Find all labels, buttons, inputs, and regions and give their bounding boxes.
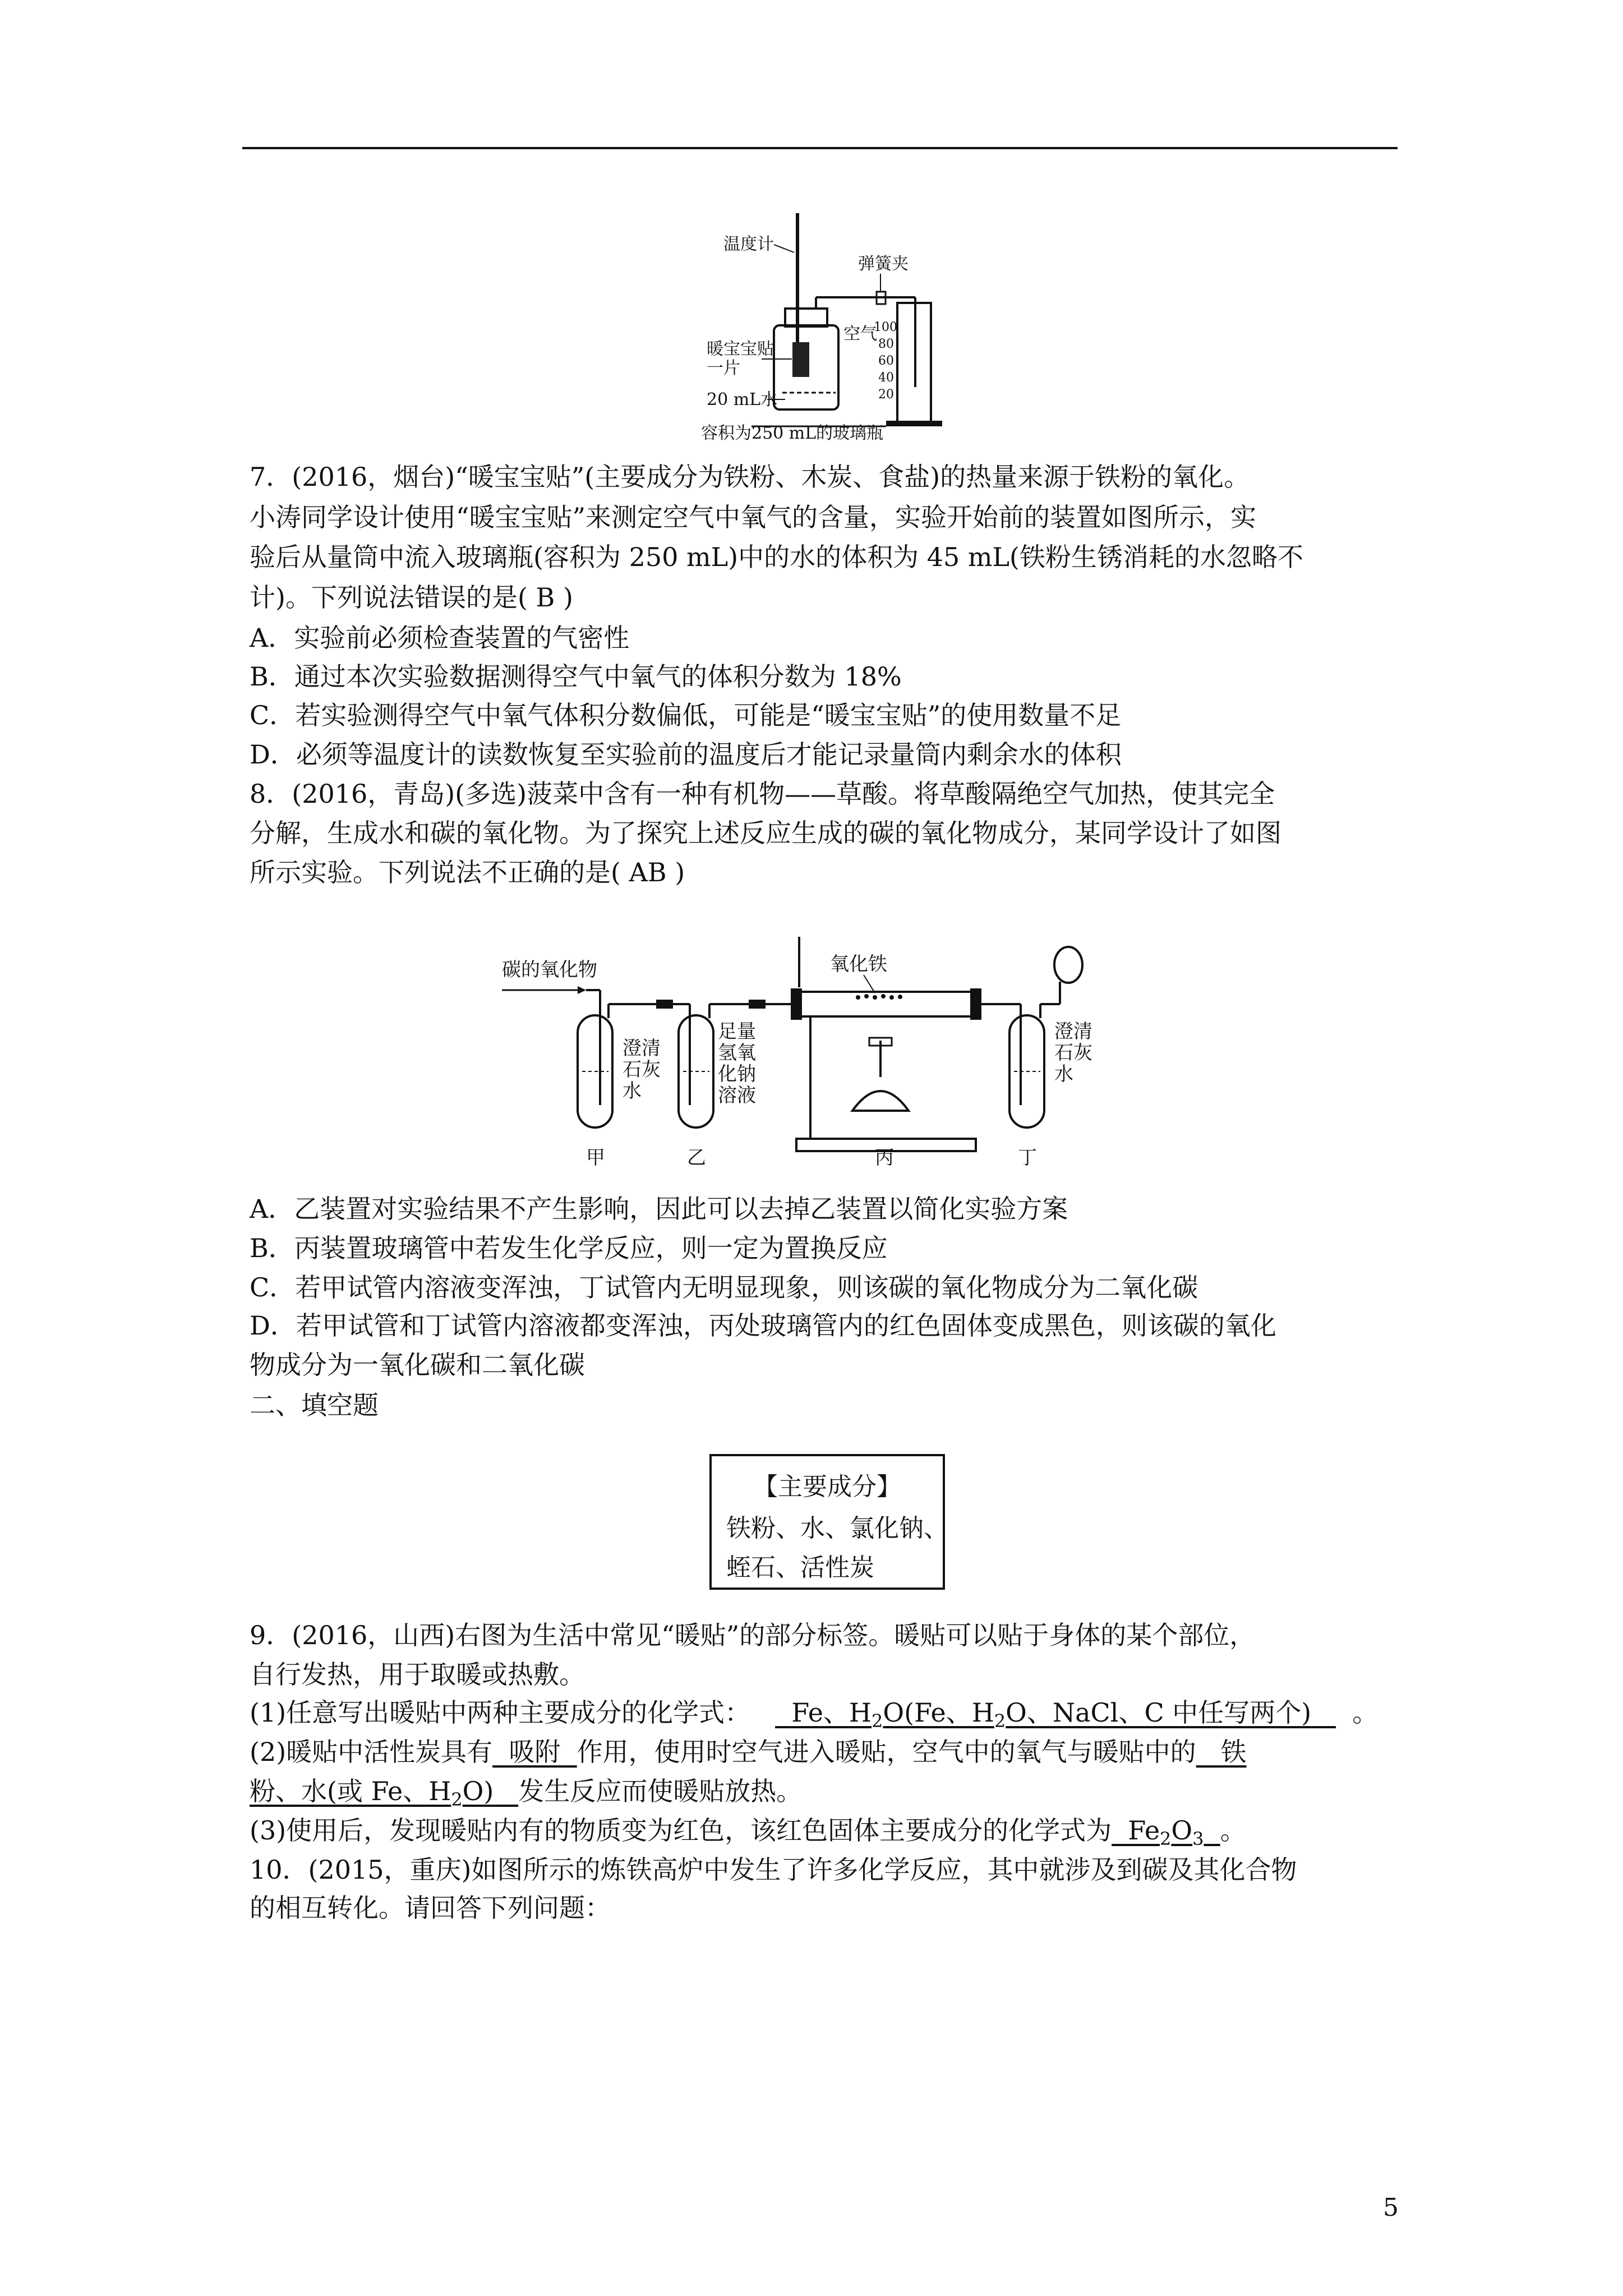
q8-line-2: 分解，生成水和碳的氧化物。为了探究上述反应生成的碳的氧化物成分，某同学设计了如图 (250, 818, 1281, 848)
label-jia: 甲 (586, 1147, 605, 1169)
label-water: 20 mL水 (707, 390, 778, 409)
q9-part-1: (1)任意写出暖贴中两种主要成分的化学式： Fe、$H_2O(Fe$、$H_2O$、NaCl、C 中任写两个) 。 (250, 1697, 1378, 1732)
q8-option-d-cont: 物成分为一氧化碳和二氧化碳 (250, 1350, 585, 1380)
label-ding: 丁 (1018, 1147, 1037, 1169)
q8-line-1: 8．(2016，青岛)(多选)菠菜中含有一种有机物——草酸。将草酸隔绝空气加热，使其完全 (250, 779, 1275, 809)
label-oxide: 氧化铁 (830, 953, 887, 976)
q10-line-1: 10．(2015，重庆)如图所示的炼铁高炉中发生了许多化学反应，其中就涉及到碳及其化合物 (250, 1855, 1297, 1885)
section-heading: 二、填空题 (250, 1390, 379, 1420)
label-pad-2: 一片 (707, 358, 740, 378)
q8-line-3: 所示实验。下列说法不正确的是( AB ) (250, 857, 685, 887)
label-air: 空气 (843, 324, 877, 344)
q8-option-a: A．乙装置对实验结果不产生影响，因此可以去掉乙装置以简化实验方案 (250, 1194, 1068, 1224)
figure-carbon-oxide-apparatus (494, 926, 1092, 1172)
label-clip: 弹簧夹 (858, 254, 909, 274)
q9-part-3: (3)使用后，发现暖贴内有的物质变为红色，该红色固体主要成分的化学式为 $Fe_2O_3$ 。 (250, 1815, 1246, 1849)
label-thermometer: 温度计 (723, 234, 774, 254)
q9-answer-4: $Fe_2O_3$ (1128, 1815, 1204, 1849)
header-rule (242, 147, 1398, 149)
q9-line-1: 9．(2016，山西)右图为生活中常见“暖贴”的部分标签。暖贴可以贴于身体的某个部位， (250, 1620, 1256, 1650)
q7-option-a: A．实验前必须检查装置的气密性 (250, 623, 630, 653)
label-yi: 乙 (687, 1147, 706, 1169)
q9-answer-3: 铁 (1220, 1737, 1247, 1767)
q9-line-2: 自行发热，用于取暖或热敷。 (250, 1659, 585, 1690)
q9-answer-3-cont: 粉、水(或 Fe、$H_2O$) (250, 1776, 494, 1810)
q7-line-3: 验后从量筒中流入玻璃瓶(容积为 250 mL)中的水的体积为 45 mL(铁粉生锈消耗的水忽略不 (250, 542, 1303, 572)
q7-option-b: B．通过本次实验数据测得空气中氧气的体积分数为 18% (250, 661, 902, 692)
scale-tick: 100 (874, 320, 897, 334)
label-box-line-1: 铁粉、水、氯化钠、 (726, 1514, 948, 1543)
q9-answer-2: 吸附 (509, 1737, 561, 1767)
label-pad-1: 暖宝宝贴 (707, 339, 774, 359)
q7-line-4: 计)。下列说法错误的是( B ) (250, 582, 573, 613)
q7-line-1: 7．(2016，烟台)“暖宝宝贴”(主要成分为铁粉、木炭、食盐)的热量来源于铁粉的氧化。 (250, 462, 1250, 492)
label-bing: 丙 (875, 1147, 894, 1169)
scale-tick: 40 (878, 371, 894, 385)
q8-option-b: B．丙装置玻璃管中若发生化学反应，则一定为置换反应 (250, 1233, 888, 1263)
product-label-box (709, 1454, 948, 1590)
q7-option-d: D．必须等温度计的读数恢复至实验前的温度后才能记录量筒内剩余水的体积 (250, 739, 1122, 770)
q9-part-2-cont: 粉、水(或 Fe、$H_2O$) 发生反应而使暖贴放热。 (250, 1776, 803, 1810)
q9-answer-1: Fe、$H_2O(Fe$、$H_2O$、NaCl、C 中任写两个) (791, 1697, 1312, 1732)
label-ding-liquid: 澄清石灰水 (1054, 1020, 1092, 1085)
q9-part-2: (2)暖贴中活性炭具有 吸附 作用，使用时空气进入暖贴，空气中的氧气与暖贴中的 铁 (250, 1737, 1247, 1767)
figure-warmer-apparatus (695, 208, 976, 443)
q10-line-2: 的相互转化。请回答下列问题： (250, 1893, 611, 1923)
label-yi-liquid: 足量氢氧化钠溶液 (718, 1020, 756, 1107)
label-box-title: 【主要成分】 (753, 1473, 901, 1501)
scale-tick: 20 (878, 388, 894, 402)
scale-tick: 60 (878, 354, 894, 368)
page-number: 5 (1383, 2193, 1399, 2222)
q7-option-c: C．若实验测得空气中氧气体积分数偏低，可能是“暖宝宝贴”的使用数量不足 (250, 700, 1122, 730)
label-inlet: 碳的氧化物 (502, 959, 597, 981)
scale-tick: 80 (878, 337, 894, 351)
figure-caption: 容积为250 mL的玻璃瓶 (701, 424, 884, 443)
q7-line-2: 小涛同学设计使用“暖宝宝贴”来测定空气中氧气的含量，实验开始前的装置如图所示，实 (250, 502, 1257, 532)
label-box-line-2: 蛭石、活性炭 (726, 1553, 874, 1582)
q8-option-d: D．若甲试管和丁试管内溶液都变浑浊，丙处玻璃管内的红色固体变成黑色，则该碳的氧化 (250, 1310, 1276, 1341)
label-jia-liquid: 澄清石灰水 (623, 1037, 661, 1102)
q8-option-c: C．若甲试管内溶液变浑浊，丁试管内无明显现象，则该碳的氧化物成分为二氧化碳 (250, 1272, 1198, 1303)
